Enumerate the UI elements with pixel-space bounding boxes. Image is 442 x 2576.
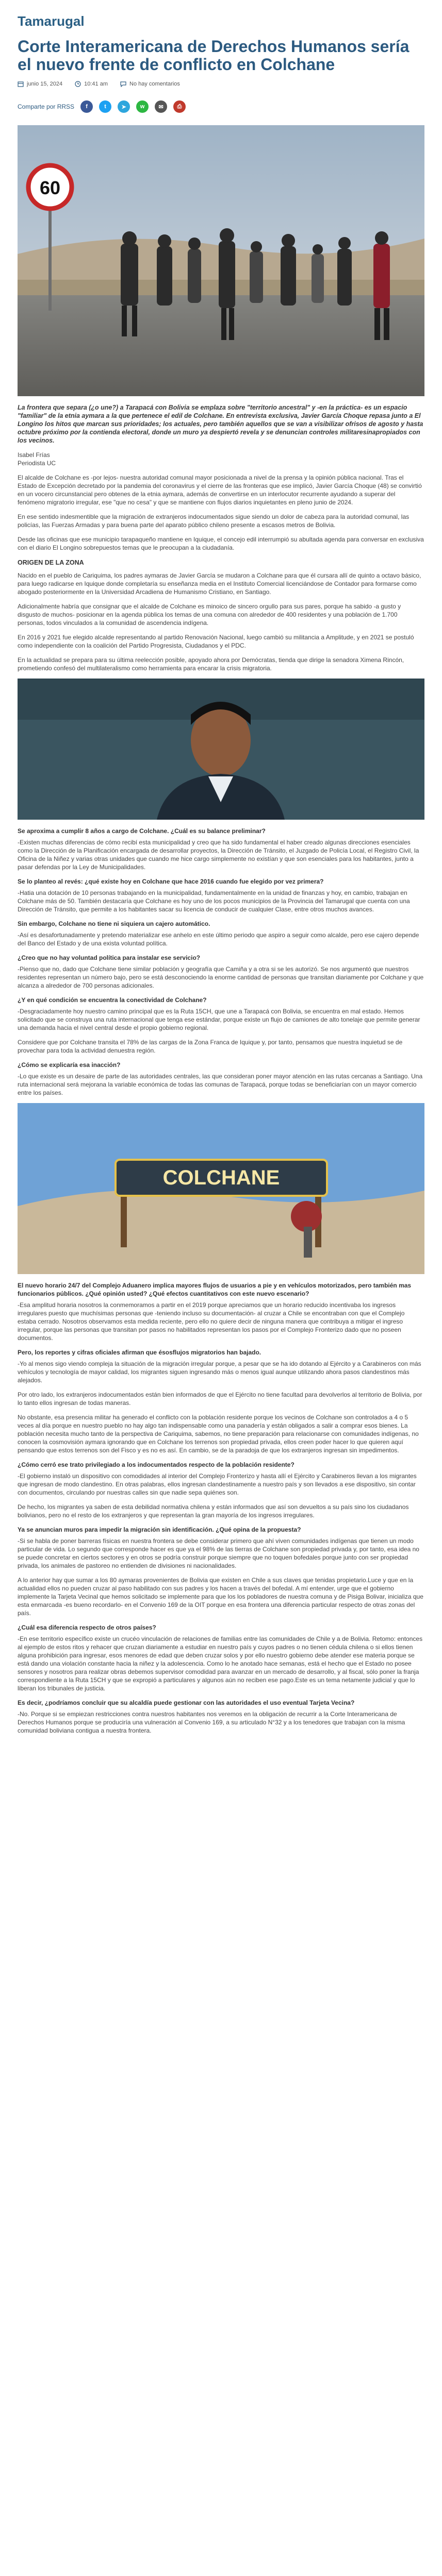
- paragraph: El alcalde de Colchane es -por lejos- nuestra autoridad comunal mayor posicionada a nivel de la prensa y la opinión pública nacional. Tras el Estado de Excepción decretado por la pandemia del coronavirus y el cierre de las fronteras que ese implicó, Javier García Choque (48) se convirtió en un vocero circunstancial pero obtenes de la etnia aymara, además de convertirse en un interlocutor recurrente ayudando a superar del fenómeno migratorio irregular, ese "que no cesa" y que se mantiene con flujos diarios inquietantes en pleno junio de 2024.: [18, 474, 422, 506]
- answer: -Si se habla de poner barreras físicas en nuestra frontera se debe considerar primero que ahí viven comunidades indígenas que tienen un modo particular de vida. Lo segundo que corresponde hacer es que ya el 98% de las tierras de Colchane son propiedad privada y, por tanto, esa idea no se puede concretar en ciertos sectores y en otros se podría construir porque siempre que no toquen bofedales porque junto con ser propiedad privada, los animales de pastoreo no entienden de divisiones ni nacionalidades.: [18, 1537, 419, 1569]
- question: ¿Cómo se explicaría esa inacción?: [18, 1061, 121, 1069]
- question: ¿Y en qué condición se encuentra la conectividad de Colchane?: [18, 996, 207, 1004]
- whatsapp-share-button[interactable]: [136, 100, 149, 113]
- paragraph: En la actualidad se prepara para su última reelección posible, apoyado ahora por Demócratas, tienda que dirige la senadora Ximena Rincón, prometiendo confesó del multilateralismo como herramienta para encarar la crisis migratoria.: [18, 656, 404, 672]
- print-icon: ⎙: [177, 103, 182, 110]
- whatsapp-icon: w: [140, 104, 145, 110]
- paragraph: Desde las oficinas que ese municipio tarapaqueño mantiene en Iquique, el concejo edil interrumpió su abultada agenda para conversar en exclusiva con el diario El Longino sobrepuestos temas que le preocupan a la ciudadanía.: [18, 536, 424, 551]
- paragraph: De hecho, los migrantes ya saben de esta debilidad normativa chilena y están informados que así son devueltos a su país sino los ciudadanos bolivianos, pero no el resto de los extranjeros y que representan la gran mayoría de los ingresos irregulares.: [18, 1503, 409, 1519]
- answer: -Desgraciadamente hoy nuestro camino principal que es la Ruta 15CH, que une a Tarapacá con Bolivia, se encuentra en mal estado. Hemos solicitado que se construya una ruta internacional que tenga ese estándar, porque existe un flujo de camiones de alto tonelaje que permite generar una demanda hacia el nivel central desde el propio gobierno regional.: [18, 1008, 420, 1031]
- telegram-icon: ➤: [121, 104, 126, 110]
- question: Ya se anuncian muros para impedir la migración sin identificación. ¿Qué opina de la propuesta?: [18, 1526, 301, 1533]
- answer: -Pienso que no, dado que Colchane tiene similar población y geografía que Camiña y a otra si se les autorizó. Se nos argumentó que nuestros residentes representan un número bajo, pero se está desconociendo la enorme cantidad de personas que transitan diariamente por Colchane y que alcanza a alrededor de 700 personas adicionales.: [18, 965, 424, 989]
- article-date: junio 15, 2024: [27, 81, 63, 87]
- question: Se aproxima a cumplir 8 años a cargo de Colchane. ¿Cuál es su balance preliminar?: [18, 827, 266, 835]
- question: El nuevo horario 24/7 del Complejo Aduanero implica mayores flujos de usuarios a pie y en vehículos motorizados, pero también mas funcionarios públicos. ¿Qué opinión usted? ¿Qué efectos cuantitativos con este nuevo escenario?: [18, 1282, 412, 1297]
- section-title[interactable]: Tamarugal: [18, 13, 85, 29]
- paragraph: A lo anterior hay que sumar a los 80 aymaras provenientes de Bolivia que existen en Chile a sus claves que tenidas propietario.Luce y que en la actualidad ellos no pueden cruzar al paso habilitado con sus padres y los hacen a través del bofedal. A mí entender, urge que el gobierno implemente la Tarjeta Vecinal que hemos solicitado se implemente para que los los pobladores de nuestra comuna y de Pisiga Bolivar, inicializa que esta enmarcada -es bueno recordarlo- en el Convenio 169 de la OIT porque en esa frontera una diferencia particular respecto de otras zonas del país.: [18, 1577, 423, 1617]
- article-title: Corte Interamericana de Derechos Humanos sería el nuevo frente de conflicto en Colchane: [18, 37, 410, 74]
- comments-item[interactable]: [120, 81, 180, 87]
- speed-sign-text: 60: [39, 177, 61, 198]
- question: ¿Cuál esa diferencia respecto de otros países?: [18, 1624, 156, 1631]
- email-icon: ✉: [158, 104, 163, 110]
- paragraph: Considere que por Colchane transita el 78% de las cargas de la Zona Franca de Iquique y, por tanto, pensamos que nuestra inquietud se de provechar para toda la actividad denuestra región.: [18, 1039, 403, 1054]
- answer: -Hatia una dotación de 10 personas trabajando en la municipalidad, fundamentalmente en la unidad de finanzas y hoy, en cambio, trabajan en Colchane más de 50. También destacaría que Colchane es hoy uno de los pocos municipios de la Provincia del Tamarugal que cuenta con una Dirección de Tránsito, que permite a los habitantes sacar su licencia de conducir de cualquier Clase, entre otros muchos avances.: [18, 889, 410, 913]
- subheading: ORIGEN DE LA ZONA: [18, 559, 84, 566]
- share-bar: [18, 100, 424, 113]
- comments-link[interactable]: No hay comentarios: [129, 81, 180, 87]
- question: ¿Cómo cerró ese trato privilegiado a los indocumentados respecto de la población residente?: [18, 1461, 294, 1468]
- article-meta: [18, 81, 424, 87]
- question: Es decir, ¿podríamos concluir que su alcaldía puede gestionar con las autoridades el uso eventual Tarjeta Vecina?: [18, 1699, 355, 1706]
- paragraph: En 2016 y 2021 fue elegido alcalde representando al partido Renovación Nacional, luego cambió su militancia a Amplitude, y en 2021 se postuló como independiente con la coalición del Partido Progresista, Ciudadanos y el PDC.: [18, 634, 414, 649]
- clock-icon: [75, 81, 81, 87]
- email-share-button[interactable]: [155, 100, 167, 113]
- main-photo: [18, 125, 424, 396]
- answer: -En ese territorio específico existe un crucéo vinculación de relaciones de familias entre las comunidades de Chile y a de Bolivia. Retomo: entonces al ejemplo de estos ritos y rehacer que cruzan diariamente a estudiar en nuestro país y cuyos padres o no tienen cédula chilena o si ellos tienen alguna prohibición para ingresar, esos menores de edad que deben cruzar solos y por ello nuestro gobierno debe atender ese materia porque se está dando una violación constante hacia la niñez y la adolescencia. Como lo he anotado hace semanas, está el hecho que el Estado no posee sensores y nosotros para realizar obras debemos supervisor comodidad para avanzar en un mercado de desarrollo, y al fiscal, sólo poner la franja correspondiente a la Ruta 15CH y que se expropió a particulares y algunos aún no reciben ese pago.Este es un tema netamente judicial y que lo liberan los tribunales de justicia.: [18, 1635, 423, 1692]
- comment-icon: [120, 81, 126, 87]
- answer: -Yo al menos sigo viendo compleja la situación de la migración irregular porque, a pesar que se ha ido dotando al Ejército y a Carabineros con más vehículos y tecnología de mayor calidad, los migrantes siguen ingresando más o menos igual aunque utilizando ahora pasos clandestinos más alejados.: [18, 1360, 421, 1384]
- facebook-share-button[interactable]: [80, 100, 93, 113]
- colchane-sign-photo: [18, 1103, 424, 1274]
- author-name: Isabel Frías: [18, 451, 50, 459]
- paragraph: No obstante, esa presencia militar ha generado el conflicto con la población residente porque los vecinos de Colchane son controlados a 4 o 5 veces al día porque en nuestro pueblo no hay algo tan indispensable como una panadería y están obligados a salir a comprar esos bienes. La población necesita mucho tanto de la perspectiva de Cariquima, sabemos, no tiene preparación para relacionarse con comunidades indígenas, no conocen la cosmovisión aymara ignorando que en Colchane los terrenos son propiedad privada, ellos creen poder hacer lo que quieren aquí pensando que estos terrenos son del Fisco y es no es así. En cambio, se de la paradoja de que los extranjeros ingresan sin impedimentos.: [18, 1414, 419, 1454]
- author-role: Periodista UC: [18, 460, 56, 467]
- article-lead: La frontera que separa (¿o une?) a Tarapacá con Bolivia se emplaza sobre "territorio ancestral" y -en la práctica- es un espacio "familiar" de la etnia aymara a la que pertenece el edil de Colchane. En entrevista exclusiva, Javier García Choque repasa junto a El Longino los hitos que marcan sus prioridades; los actuales, pero también aquellos que se van a visibilizar ofrisos de agosto y hasta octubre próximo por la contienda electoral, donde un muro ya despiertó revela y se denuncian controles militaresinapropiados con los vecinos.: [18, 404, 423, 444]
- article-time: 10:41 am: [84, 81, 108, 87]
- paragraph: Por otro lado, los extranjeros indocumentados están bien informados de que el Ejército no tiene facultad para devolverlos al territorio de Bolivia, por lo tanto ellos ingresan de todas maneras.: [18, 1391, 422, 1406]
- calendar-icon: [18, 81, 24, 87]
- telegram-share-button[interactable]: [118, 100, 130, 113]
- portrait-illustration: [18, 679, 424, 820]
- paragraph: Nacido en el pueblo de Cariquima, los padres aymaras de Javier García se mudaron a Colchane para que él cursara allí de quinto a octavo básico, para luego radicarse en Iquique donde completaría su enseñanza media en el Instituto Comercial licenciándose de Contador para formarse como abogado posteriormente en la Universidad Arcadiena de Humanismo Cristiano, en Santiago.: [18, 572, 421, 596]
- colchane-sign-text: COLCHANE: [162, 1166, 280, 1189]
- question: Pero, los reportes y cifras oficiales afirman que ésosflujos migratorios han bajado.: [18, 1349, 261, 1356]
- main-photo-illustration: [18, 125, 424, 396]
- answer: -Lo que existe es un desaire de parte de las autoridades centrales, las que consideran poner mayor atención en las rutas cercanas a Santiago. Una ruta internacional será mejorana la variable económica de todas las comunas de Tarapacá, porque todas se beneficiarían con un mayor comercio entre los países.: [18, 1073, 423, 1096]
- colchane-sign-illustration: [18, 1103, 424, 1274]
- question: ¿Creo que no hay voluntad política para instalar ese servicio?: [18, 954, 201, 961]
- question: Sin embargo, Colchane no tiene ni siquiera un cajero automático.: [18, 920, 210, 927]
- answer: -Así es desafortunadamente y pretendo materializar ese anhelo en este último periodo que aspiro a seguir como alcalde, pero ese cajero depende del Banco del Estado y de una exista voluntad política.: [18, 931, 419, 947]
- paragraph: En ese sentido indesmentible que la migración de extranjeros indocumentados sigue siendo un dolor de cabeza para la autoridad comunal, las policías, las Fuerzas Armadas y para buena parte del aparato público chileno presente a escasos metros de Bolivia.: [18, 513, 410, 529]
- print-button[interactable]: [173, 100, 186, 113]
- twitter-icon: t: [104, 104, 106, 110]
- answer: -Existen muchas diferencias de cómo recibí esta municipalidad y creo que ha sido fundamental el haber creado algunas direcciones esenciales como la Dirección de la Planificación encargada de desarrollar proyectos, la Dirección de Tránsito, el Juzgado de Policía Local, el Registro Civil, la Oficina de la Niñez y varias otras unidades que cuando me hice cargo simplemente no existían y que son esenciales para los habitantes, junto a pasar defendas por la Ley de Municipalidades.: [18, 839, 419, 871]
- twitter-share-button[interactable]: [99, 100, 111, 113]
- answer: -Esa amplitud horaria nosotros la conmemoramos a partir en el 2019 porque apreciamos que un horario reducido incentivaba los ingresos irregulares puesto que muchísimas personas que -teniendo incluso su documentación- al cruzar a Chile se encontraban con que el Complejo estaba cerrado. Nosotros observamos esta medida reciente, pero ello no quiere decir de ninguna manera que contribuya a mitigar el ingreso irregular, porque las personas que transitan por pasos no habilitados representan los pasos por el Complejo Fronterizo dado que no poseen documentos.: [18, 1301, 405, 1342]
- paragraph: Adicionalmente habría que consignar que el alcalde de Colchane es minoico de sincero orgullo para sus pares, porque ha sabido -a gusto y disgusto de muchos- posicionar en la agenda pública los temas de una comuna con alrededor de 400 residentes y una población de 1.700 personas, todos vinculados a la comunidad de ascendencia indígena.: [18, 603, 401, 626]
- time-item: [75, 81, 108, 87]
- date-item: [18, 81, 62, 87]
- article-container: [18, 0, 424, 1761]
- share-label: Comparte por RRSS: [18, 103, 75, 110]
- portrait-photo: [18, 679, 424, 820]
- answer: -El gobierno instaló un dispositivo con comodidades al interior del Complejo Fronterizo y hasta allí el Ejército y Carabineros llevan a los migrantes que ingresan de modo clandestino. En otras palabras, ellos ingresan clandestinamente a nuestro país y son llevados a ese dispositivo, sin contar con documentos, circulando por nuestras calles sin que nadie sepa quiénes son.: [18, 1472, 417, 1496]
- question: Se lo planteo al revés: ¿qué existe hoy en Colchane que hace 2016 cuando fue elegido por vez primera?: [18, 878, 324, 885]
- facebook-icon: f: [86, 104, 88, 110]
- answer: -No. Porque si se empiezan restricciones contra nuestros habitantes nos veremos en la obligación de recurrir a la Corte Interamericana de Derechos Humanos porque se produciría una vulneración al Convenio 169, a su articulado N°32 y a los tenedores que trabajan con la misma comunidad boliviana contigua a nuestra frontera.: [18, 1710, 405, 1734]
